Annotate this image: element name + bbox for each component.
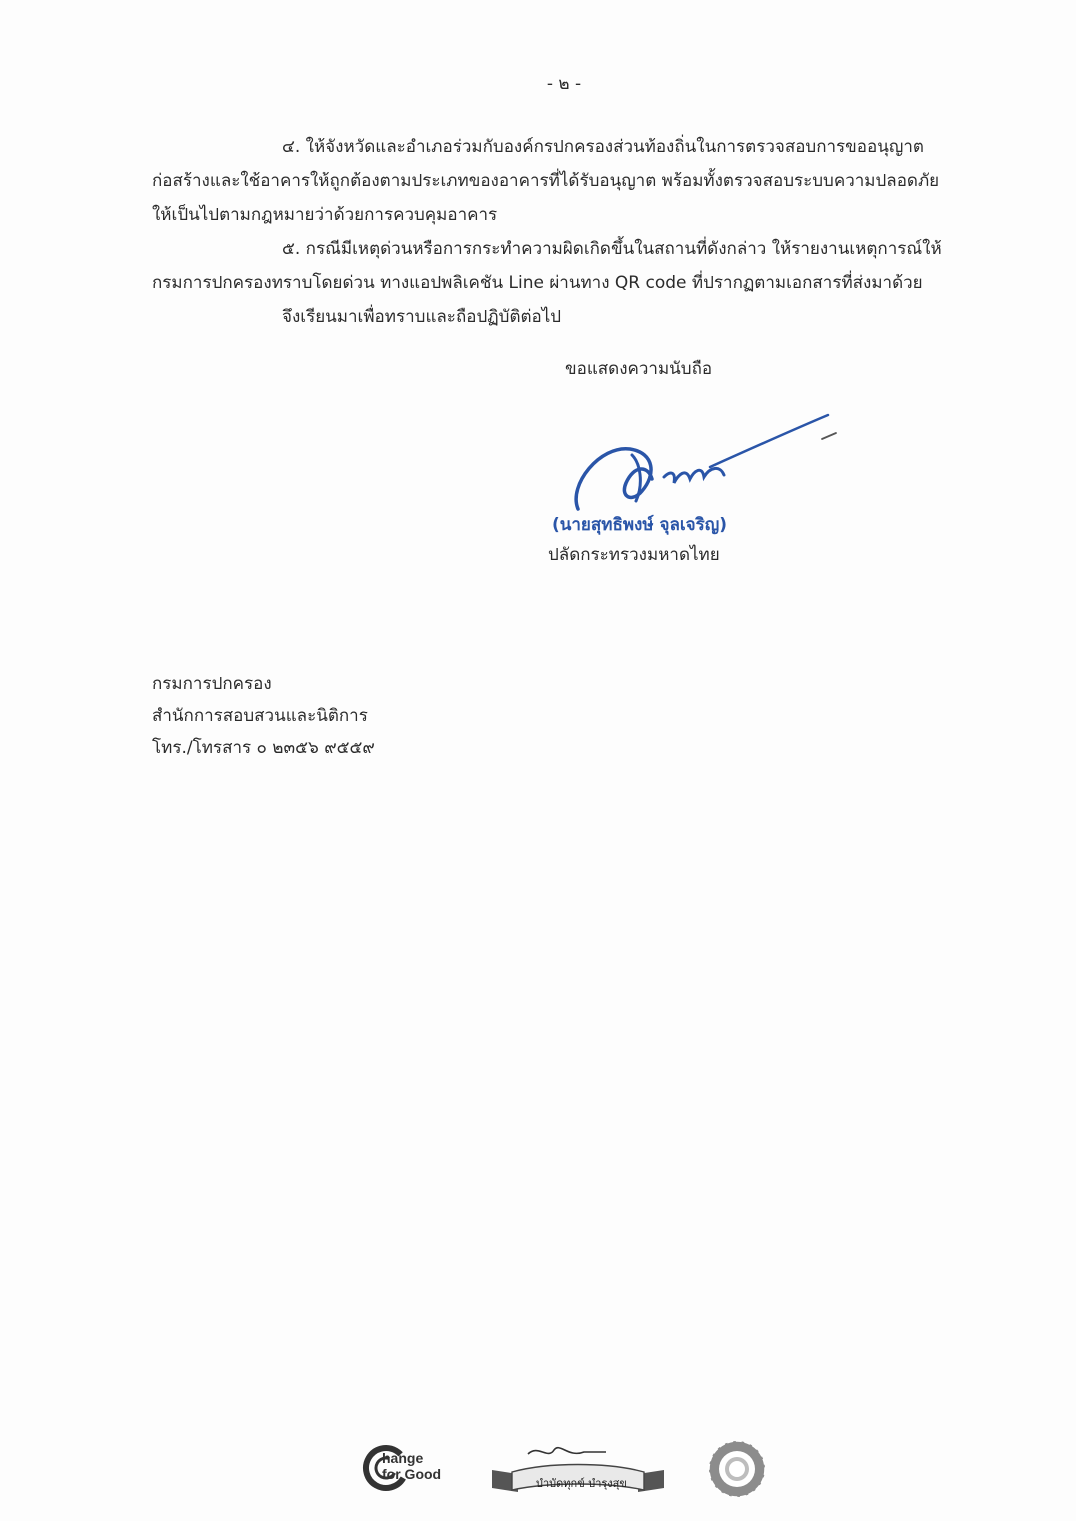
department-phone: โทร./โทรสาร ๐ ๒๓๕๖ ๙๕๕๙	[152, 738, 375, 758]
page-number: - ๒ -	[546, 74, 582, 94]
paragraph-item-5	[152, 232, 976, 300]
department-block	[152, 668, 375, 764]
item5-line1: ๕. กรณีมีเหตุด่วนหรือการกระทำความผิดเกิดขึ้นในสถานที่ดังกล่าว ให้รายงานเหตุการณ์ให้	[282, 239, 942, 259]
item5-line2: กรมการปกครองทราบโดยด่วน ทางแอปพลิเคชัน Line ผ่านทาง QR code ที่ปรากฏตามเอกสารที่ส่งมาด้วย	[152, 273, 923, 293]
banner-caption: บำบัดทุกข์ บำรุงสุข	[536, 1477, 627, 1490]
signer-position: ปลัดกระทรวงมหาดไทย	[548, 545, 720, 565]
footer-logos	[362, 1438, 782, 1498]
item4-line2: ก่อสร้างและใช้อาคารให้ถูกต้องตามประเภทของอาคารที่ได้รับอนุญาต พร้อมทั้งตรวจสอบระบบความปลอดภัย	[152, 171, 940, 191]
regards-text: ขอแสดงความนับถือ	[565, 359, 713, 379]
department-office: สำนักการสอบสวนและนิติการ	[152, 706, 368, 726]
item4-line3: ให้เป็นไปตามกฎหมายว่าด้วยการควบคุมอาคาร	[152, 205, 498, 225]
item4-line1: ๔. ให้จังหวัดและอำเภอร่วมกับองค์กรปกครองส่วนท้องถิ่นในการตรวจสอบการขออนุญาต	[282, 137, 924, 157]
sdg-wheel-icon	[704, 1438, 770, 1500]
handwritten-signature	[560, 405, 850, 515]
paragraph-item-4	[152, 130, 976, 232]
change-for-good-logo	[362, 1438, 480, 1498]
department-org: กรมการปกครอง	[152, 674, 272, 694]
signer-name: (นายสุทธิพงษ์ จุลเจริญ)	[552, 515, 728, 535]
cfg-line1: hange	[382, 1450, 424, 1466]
closing-sentence: จึงเรียนมาเพื่อทราบและถือปฏิบัติต่อไป	[282, 307, 562, 327]
cfg-line2: for Good	[382, 1466, 442, 1482]
